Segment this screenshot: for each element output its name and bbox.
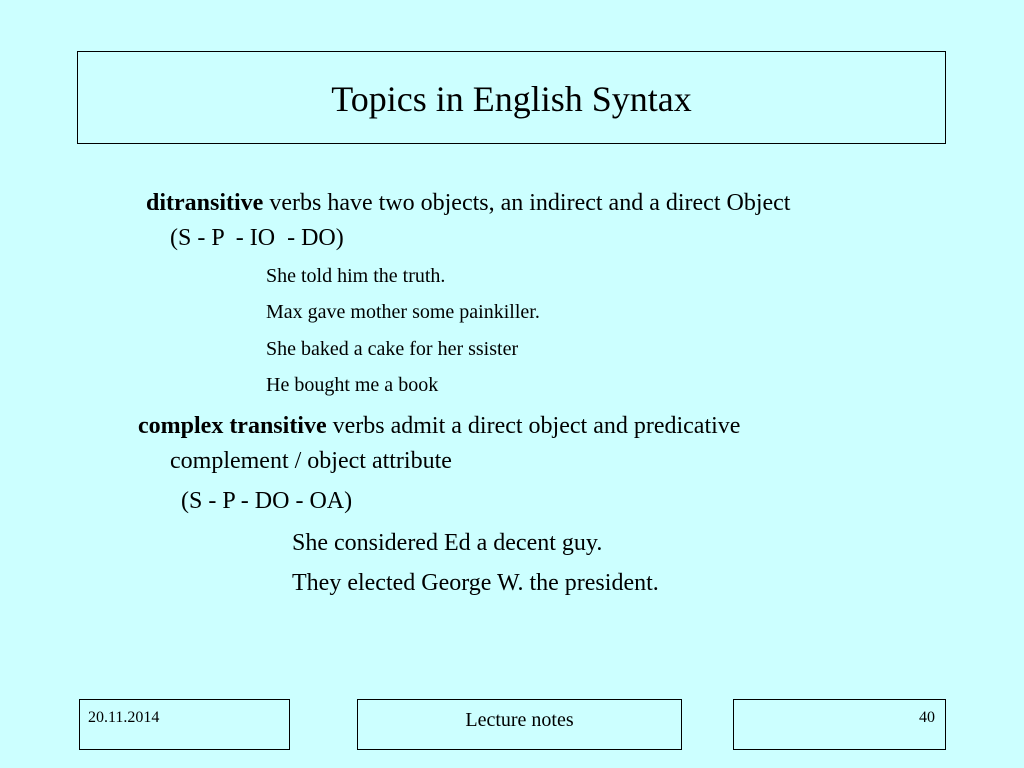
complex-transitive-example-1: She considered Ed a decent guy. (292, 530, 603, 556)
complex-transitive-definition (138, 414, 740, 438)
ditransitive-definition (146, 191, 790, 215)
ditransitive-example-2: Max gave mother some painkiller. (266, 301, 540, 323)
footer-page-box (733, 699, 946, 750)
complex-transitive-term: complex transitive (138, 413, 327, 439)
footer-date-box (79, 699, 290, 750)
ditransitive-term: ditransitive (146, 190, 264, 216)
complex-transitive-example-2: They elected George W. the president. (292, 570, 659, 596)
slide-title-box (77, 51, 946, 144)
ditransitive-definition-text: verbs have two objects, an indirect and a direct Object (263, 190, 791, 216)
footer-date: 20.11.2014 (88, 709, 160, 726)
complex-transitive-definition-text: verbs admit a direct object and predicative (326, 413, 741, 439)
page-number: 40 (919, 709, 935, 726)
footer-title: Lecture notes (465, 709, 574, 731)
footer-center-box (357, 699, 682, 750)
ditransitive-example-4: He bought me a book (266, 374, 439, 396)
complex-transitive-pattern: (S - P - DO - OA) (181, 488, 353, 514)
ditransitive-pattern: (S - P - IO - DO) (170, 225, 344, 251)
ditransitive-example-1: She told him the truth. (266, 265, 446, 287)
complex-transitive-definition-cont: complement / object attribute (170, 448, 452, 474)
slide-title: Topics in English Syntax (331, 78, 692, 119)
ditransitive-example-3: She baked a cake for her ssister (266, 338, 519, 360)
